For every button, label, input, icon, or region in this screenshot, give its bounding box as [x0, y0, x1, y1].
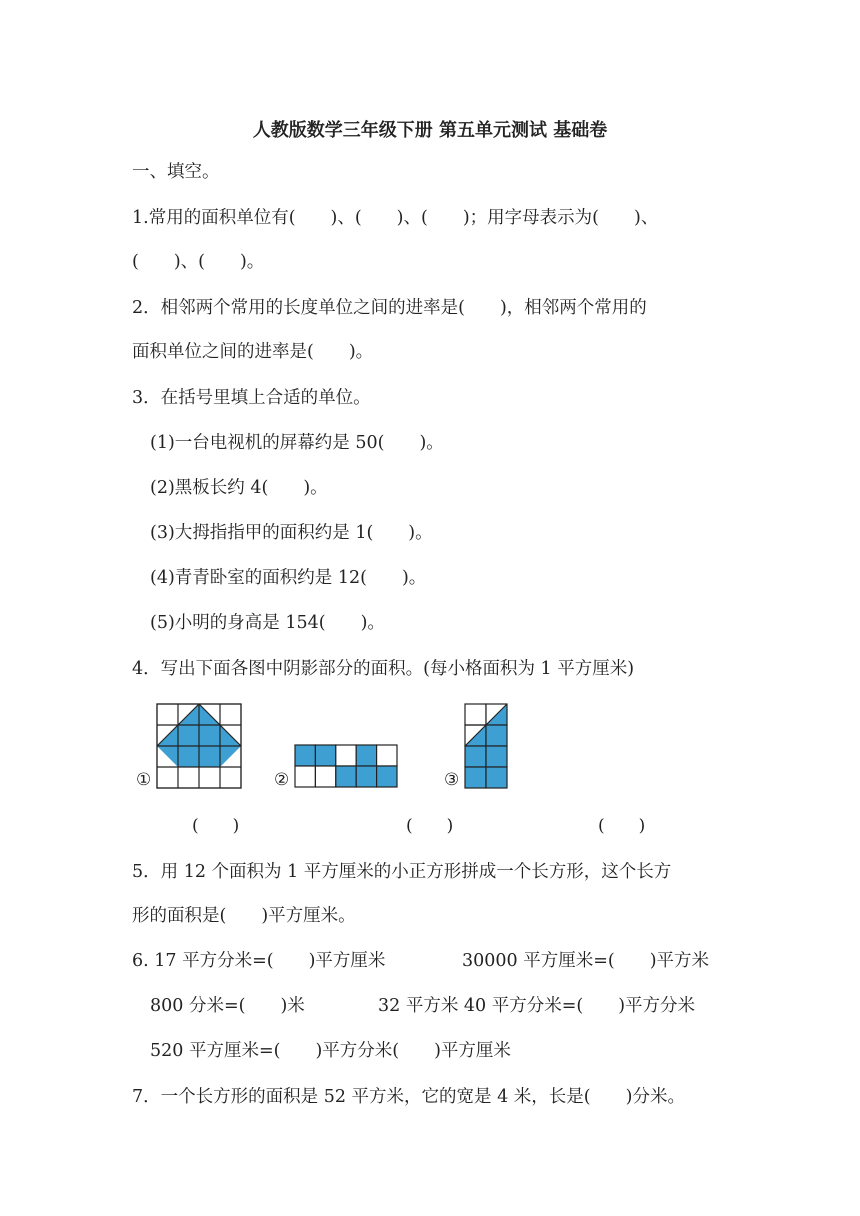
q1-line1: 1.常用的面积单位有( )、( )、( )；用字母表示为( )、: [132, 208, 659, 228]
q6-row1-right: 30000 平方厘米=( )平方米: [462, 951, 710, 971]
figure-2-label: ②: [274, 770, 290, 790]
q2-line2: 面积单位之间的进率是( )。: [132, 342, 374, 362]
q6-row2-left: 800 分米=( )米: [150, 996, 305, 1016]
q6-row3: 520 平方厘米=( )平方分米( )平方厘米: [150, 1041, 511, 1061]
q6-row1-left: 6. 17 平方分米=( )平方厘米: [132, 951, 386, 971]
figure-1-answer: ( ): [192, 816, 240, 836]
figure-2-answer: ( ): [406, 816, 454, 836]
figure-3-answer: ( ): [598, 816, 646, 836]
page-title: 人教版数学三年级下册 第五单元测试 基础卷: [252, 120, 608, 141]
q7-line1: 7．一个长方形的面积是 52 平方米，它的宽是 4 米，长是( )分米。: [132, 1087, 685, 1107]
q4-stem: 4．写出下面各图中阴影部分的面积。(每小格面积为 1 平方厘米): [132, 659, 635, 679]
q3-stem: 3．在括号里填上合适的单位。: [132, 388, 371, 408]
q3-item: (4)青青卧室的面积约是 12( )。: [150, 568, 427, 588]
figure-2-grid: [294, 744, 398, 788]
q2-line1: 2．相邻两个常用的长度单位之间的进率是( )，相邻两个常用的: [132, 298, 647, 318]
q3-item: (5)小明的身高是 154( )。: [150, 613, 385, 633]
q3-item: (3)大拇指指甲的面积约是 1( )。: [150, 523, 433, 543]
figure-1-grid: [156, 703, 242, 789]
q3-item: (1)一台电视机的屏幕约是 50( )。: [150, 433, 444, 453]
q1-line2: ( )、( )。: [132, 252, 265, 272]
section-heading: 一、填空。: [132, 162, 220, 182]
q5-line2: 形的面积是( )平方厘米。: [132, 906, 356, 926]
q3-item: (2)黑板长约 4( )。: [150, 478, 328, 498]
q5-line1: 5．用 12 个面积为 1 平方厘米的小正方形拼成一个长方形，这个长方: [132, 862, 672, 882]
figure-1-label: ①: [136, 770, 152, 790]
figure-3-label: ③: [444, 770, 460, 790]
figure-3-grid: [464, 703, 508, 789]
q6-row2-right: 32 平方米 40 平方分米=( )平方分米: [378, 996, 696, 1016]
